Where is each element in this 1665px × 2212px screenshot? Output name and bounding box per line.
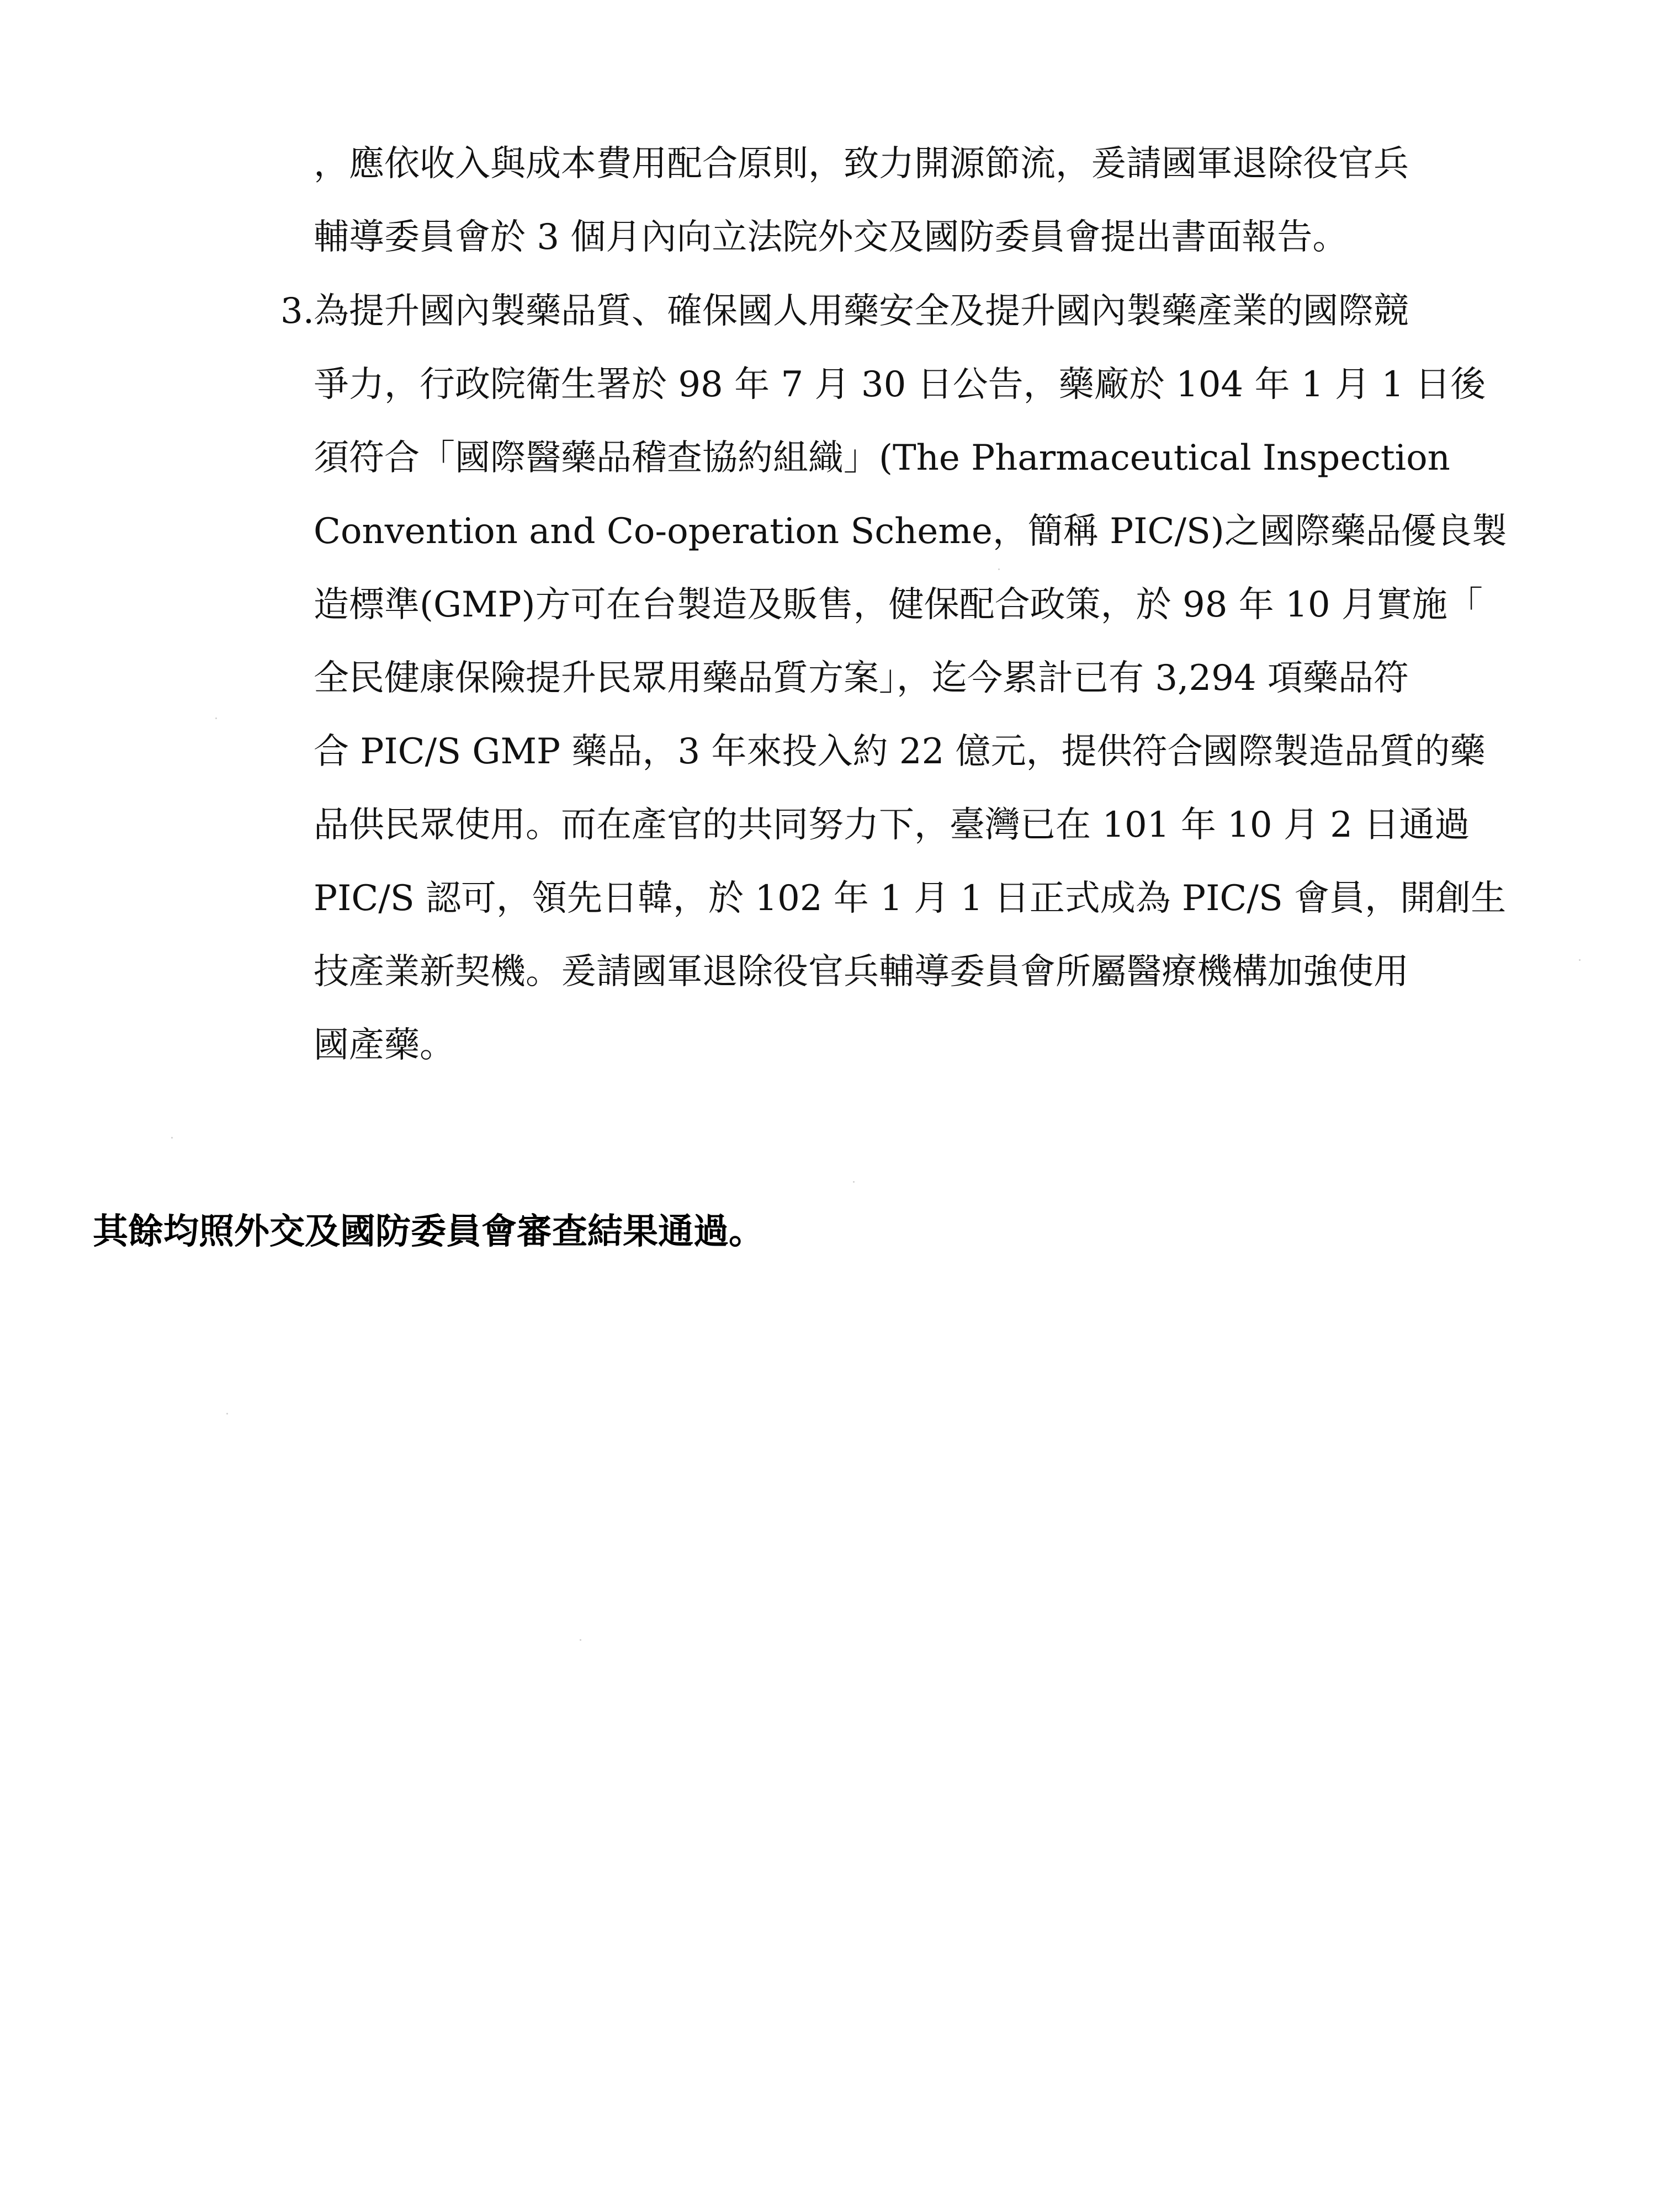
item-3-line-10: 技產業新契機。爰請國軍退除役官兵輔導委員會所屬醫療機構加強使用	[314, 951, 1409, 992]
item-3-line-1: 為提升國內製藥品質、確保國人用藥安全及提升國內製藥產業的國際競	[314, 291, 1409, 332]
continuation-line-2: 輔導委員會於 3 個月內向立法院外交及國防委員會提出書面報告。	[314, 217, 1348, 258]
closing-statement: 其餘均照外交及國防委員會審查結果通過。	[93, 1211, 764, 1252]
scan-speck	[998, 568, 1000, 570]
item-3-line-8: 品供民眾使用。而在產官的共同努力下，臺灣已在 101 年 10 月 2 日通過	[314, 805, 1470, 846]
scan-speck	[853, 1181, 855, 1183]
item-3-line-7: 合 PIC/S GMP 藥品，3 年來投入約 22 億元，提供符合國際製造品質的藥	[314, 731, 1486, 772]
item-3-line-4: Convention and Co-operation Scheme，簡稱 PIC/S)之國際藥品優良製	[314, 511, 1507, 552]
scan-speck	[580, 1639, 581, 1641]
continuation-line-1: ，應依收入與成本費用配合原則，致力開源節流，爰請國軍退除役官兵	[314, 143, 1409, 184]
scan-speck	[1579, 959, 1581, 961]
item-3-line-2: 爭力，行政院衛生署於 98 年 7 月 30 日公告，藥廠於 104 年 1 月 1 日後	[314, 364, 1486, 405]
item-3-line-5: 造標準(GMP)方可在台製造及販售，健保配合政策，於 98 年 10 月實施「	[314, 584, 1483, 625]
item-3-number: 3.	[280, 291, 315, 332]
item-3-line-11: 國產藥。	[314, 1025, 455, 1066]
scan-speck	[215, 717, 217, 719]
item-3-line-6: 全民健康保險提升民眾用藥品質方案」，迄今累計已有 3,294 項藥品符	[314, 658, 1409, 699]
scan-speck	[226, 1413, 228, 1415]
scan-speck	[171, 1137, 173, 1139]
item-3-line-3: 須符合「國際醫藥品稽查協約組織」(The Pharmaceutical Inspection	[314, 438, 1450, 478]
item-3-line-9: PIC/S 認可，領先日韓，於 102 年 1 月 1 日正式成為 PIC/S 會員，開創生	[314, 878, 1507, 919]
